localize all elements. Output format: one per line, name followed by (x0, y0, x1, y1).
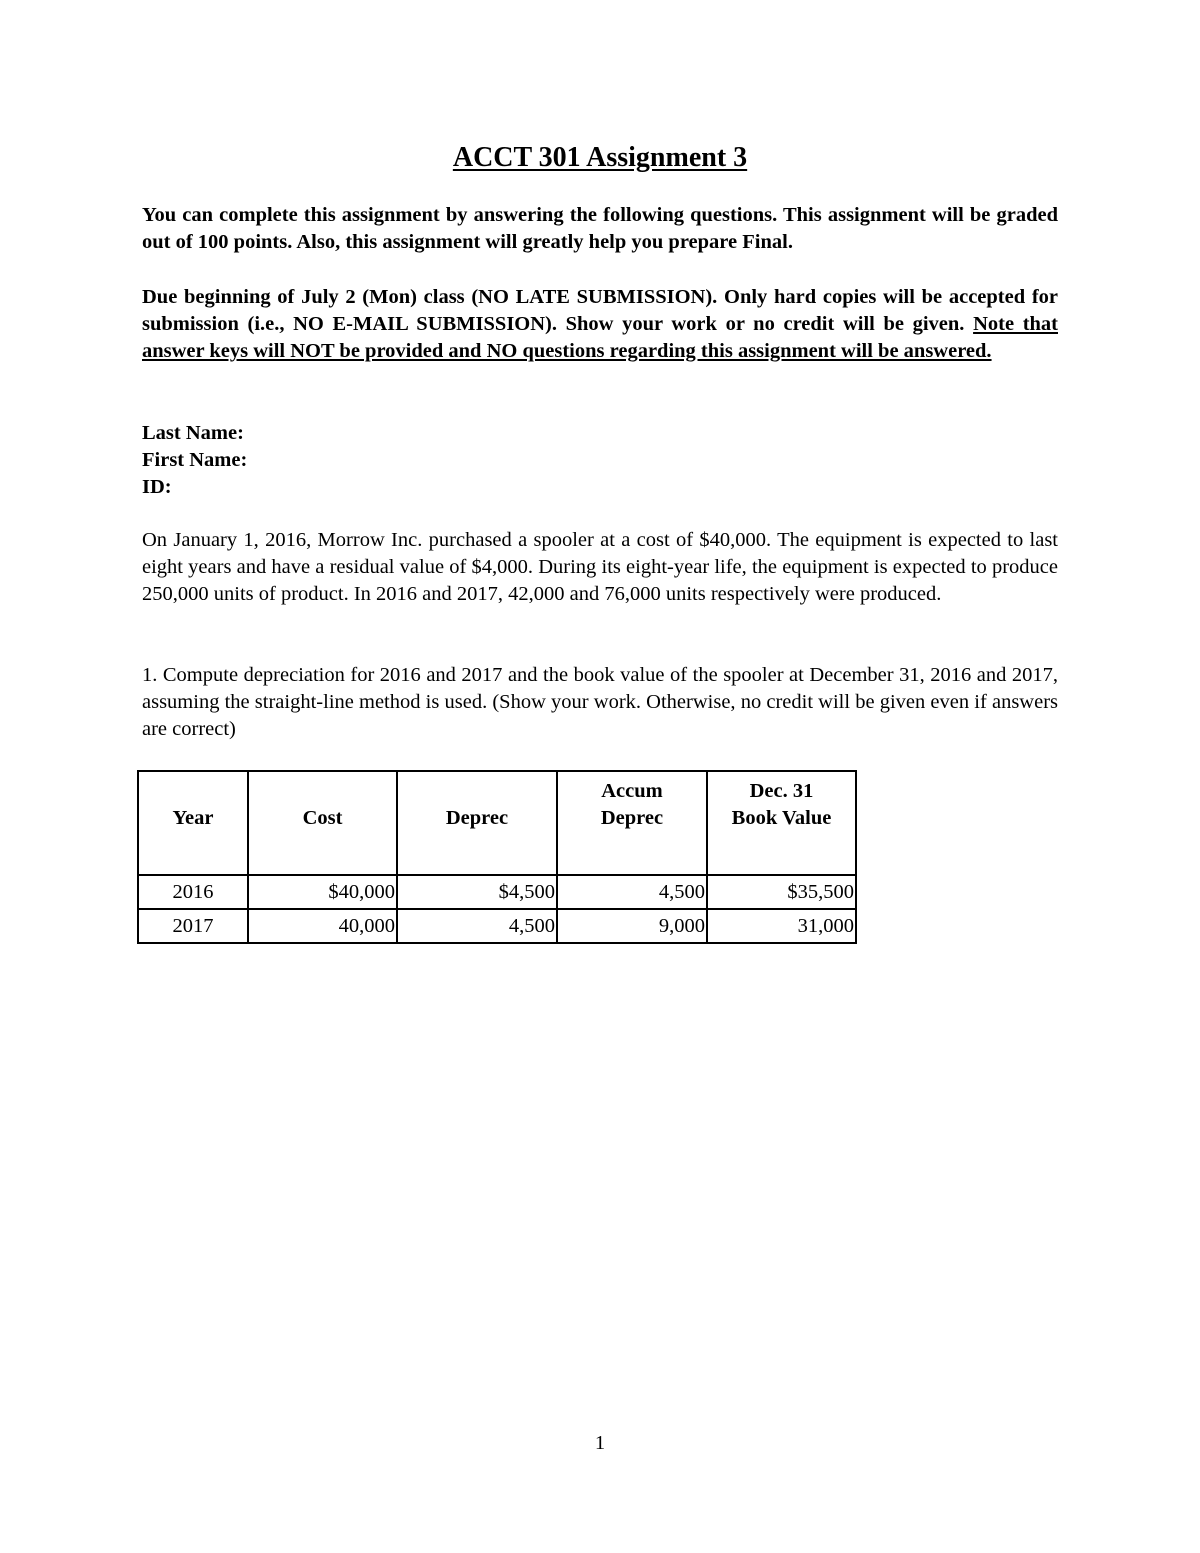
cell-year: 2016 (138, 875, 248, 909)
cell-book-value: $35,500 (707, 875, 856, 909)
student-fields (142, 420, 1058, 501)
question-1: 1. Compute depreciation for 2016 and 2017 and the book value of the spooler at December 31, 2016 and 2017, assuming the straight-line method is used. (Show your work. Otherwise, no credit will be given even if answers are correct) (142, 664, 1058, 740)
assignment-title: ACCT 301 Assignment 3 (452, 142, 748, 173)
header-cost: Cost (248, 771, 397, 875)
cell-year: 2017 (138, 909, 248, 943)
table-header-row (138, 771, 856, 875)
cell-cost: $40,000 (248, 875, 397, 909)
due-instructions: Due beginning of July 2 (Mon) class (NO LATE SUBMISSION). Only hard copies will be accepted for submission (i.e., NO E-MAIL SUBMISSION). Show your work or no credit will be given. (142, 286, 1058, 335)
cell-deprec: 4,500 (397, 909, 557, 943)
answer-key-notice: Note that answer keys will NOT be provided and NO questions regarding this assignment will be answered. (142, 313, 1058, 362)
first-name-field: First Name: (142, 449, 248, 471)
problem-statement: On January 1, 2016, Morrow Inc. purchased a spooler at a cost of $40,000. The equipment is expected to last eight years and have a residual value of $4,000. During its eight-year life, the equipment is expected to produce 250,000 units of product. In 2016 and 2017, 42,000 and 76,000 units respectively were produced. (142, 529, 1058, 605)
cell-deprec: $4,500 (397, 875, 557, 909)
cell-book-value: 31,000 (707, 909, 856, 943)
header-year: Year (138, 771, 248, 875)
header-deprec: Deprec (397, 771, 557, 875)
id-field: ID: (142, 476, 172, 498)
cell-cost: 40,000 (248, 909, 397, 943)
due-paragraph (142, 284, 1058, 365)
intro-paragraph: You can complete this assignment by answering the following questions. This assignment will be graded out of 100 points. Also, this assignment will greatly help you prepare Final. (142, 204, 1058, 253)
table-row (138, 875, 856, 909)
page-number: 1 (594, 1432, 606, 1454)
table-row (138, 909, 856, 943)
depreciation-table (137, 770, 857, 944)
last-name-field: Last Name: (142, 422, 244, 444)
header-accum-deprec: Accum Deprec (557, 771, 707, 875)
cell-accum-deprec: 4,500 (557, 875, 707, 909)
header-book-value: Dec. 31 Book Value (707, 771, 856, 875)
cell-accum-deprec: 9,000 (557, 909, 707, 943)
